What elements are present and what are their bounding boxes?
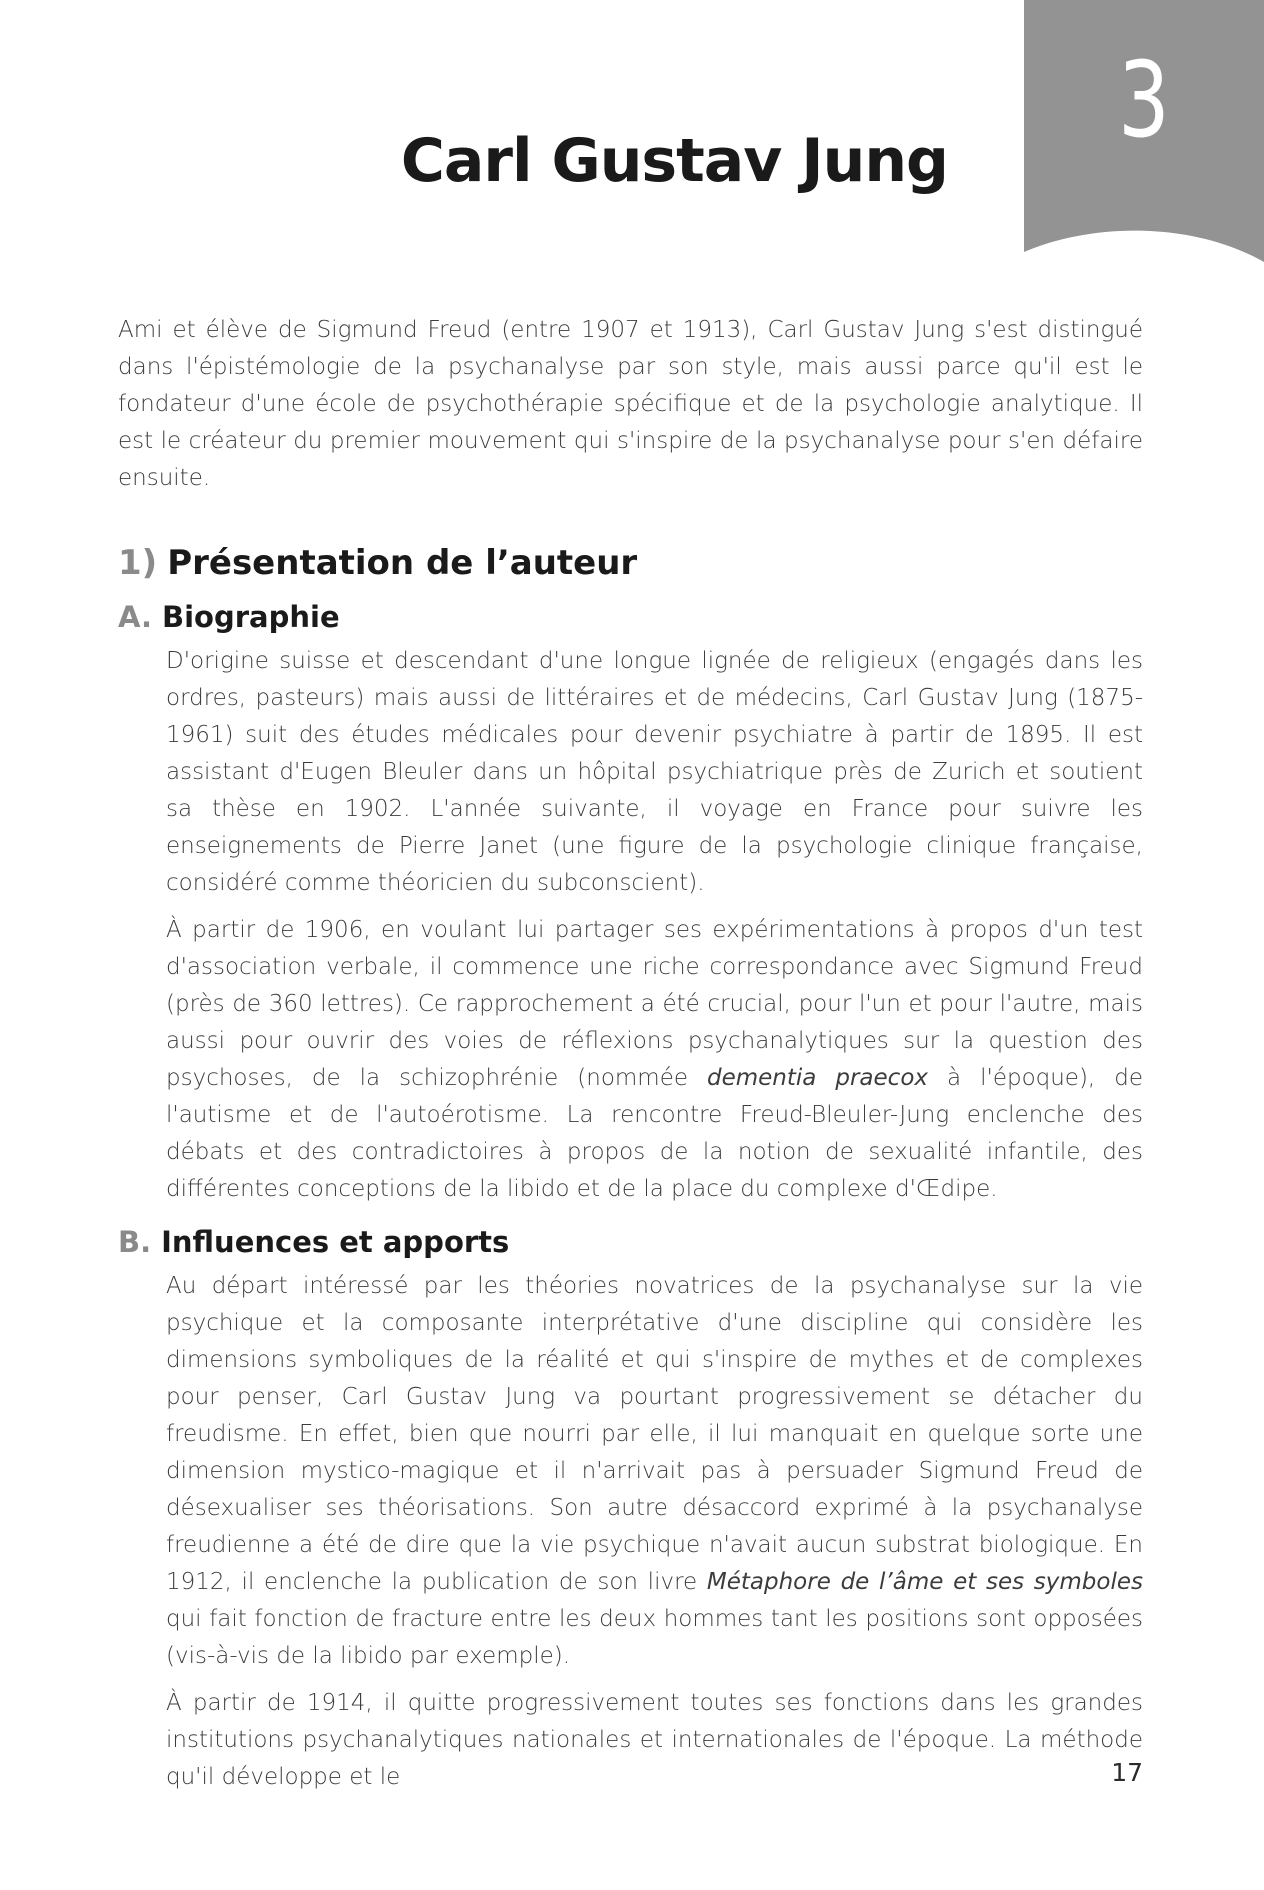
subsection-heading-b bbox=[118, 1222, 1143, 1262]
subsection-title-a: Biographie bbox=[162, 600, 340, 634]
intro-paragraph: Ami et élève de Sigmund Freud (entre 1907 et 1913), Carl Gustav Jung s'est distingué dans l'épistémologie de la psychanalyse par son style, mais aussi parce qu'il est le fondateur d'une école de psychothérapie spécifique et de la psychologie analytique. Il est le créateur du premier mouvement qui s'inspire de la psychanalyse pour s'en défaire ensuite. bbox=[118, 317, 1143, 491]
subsection-title-b: Influences et apports bbox=[161, 1225, 510, 1259]
influences-paragraph-1-part-1: Au départ intéressé par les théories novatrices de la psychanalyse sur la vie psychique et la composante interprétative d'une discipline qui considère les dimensions symboliques de la réalité et qui s'inspire de mythes et de complexes pour penser, Carl Gustav Jung va pourtant progressivement se détacher du freudisme. En effet, bien que nourri par elle, il lui manquait en quelque sorte une dimension mystico-magique et il n'arrivait pas à persuader Sigmund Freud de désexualiser ses théorisations. Son autre désaccord exprimé à la psychanalyse freudienne a été de dire que la vie psychique n'avait aucun substrat biologique. En 1912, il enclenche la publication de son livre bbox=[166, 1273, 1143, 1595]
section-title: Présentation de l’auteur bbox=[167, 543, 638, 583]
biography-paragraph-2-part-1: À partir de 1906, en voulant lui partager ses expérimentations à propos d'un test d'association verbale, il commence une riche correspondance avec Sigmund Freud (près de 360 lettres). Ce rapprochement a été crucial, pour l'un et pour l'autre, mais aussi pour ouvrir des voies de réflexions psychanalytiques sur la question des psychoses, de la schizophrénie (nommée bbox=[166, 917, 1143, 1091]
section-heading bbox=[118, 541, 1143, 585]
biography-paragraph-2 bbox=[166, 912, 1143, 1208]
subsection-b-body bbox=[118, 1268, 1143, 1796]
section-number: 1) bbox=[118, 543, 158, 583]
influences-paragraph-1 bbox=[166, 1268, 1143, 1675]
page-number: 17 bbox=[1111, 1758, 1143, 1787]
influences-paragraph-1-italic: Métaphore de l’âme et ses symboles bbox=[706, 1569, 1143, 1595]
subsection-letter-b: B. bbox=[118, 1225, 152, 1259]
biography-paragraph-2-italic: dementia praecox bbox=[707, 1065, 929, 1091]
biography-paragraph-2-part-2: à l'époque), de l'autisme et de l'autoérotisme. La rencontre Freud-Bleuler-Jung enclenche des débats et des contradictoires à propos de la notion de sexualité infantile, des différentes conceptions de la libido et de la place du complexe d'Œdipe. bbox=[166, 1065, 1143, 1202]
page-content bbox=[118, 312, 1143, 1806]
chapter-number: 3 bbox=[1118, 39, 1170, 161]
chapter-title: Carl Gustav Jung bbox=[400, 126, 948, 197]
biography-paragraph-1: D'origine suisse et descendant d'une longue lignée de religieux (engagés dans les ordres, pasteurs) mais aussi de littéraires et de médecins, Carl Gustav Jung (1875-1961) suit des études médicales pour devenir psychiatre à partir de 1895. Il est assistant d'Eugen Bleuler dans un hôpital psychiatrique près de Zurich et soutient sa thèse en 1902. L'année suivante, il voyage en France pour suivre les enseignements de Pierre Janet (une figure de la psychologie clinique française, considéré comme théoricien du subconscient). bbox=[166, 648, 1143, 896]
influences-paragraph-1-part-2: qui fait fonction de fracture entre les deux hommes tant les positions sont opposées (vis-à-vis de la libido par exemple). bbox=[166, 1606, 1143, 1669]
influences-paragraph-2: À partir de 1914, il quitte progressivement toutes ses fonctions dans les grandes institutions psychanalytiques nationales et internationales de l'époque. La méthode qu'il développe et le bbox=[166, 1690, 1143, 1790]
subsection-letter-a: A. bbox=[118, 600, 152, 634]
subsection-a-body bbox=[118, 643, 1143, 1208]
subsection-heading-a bbox=[118, 597, 1143, 637]
